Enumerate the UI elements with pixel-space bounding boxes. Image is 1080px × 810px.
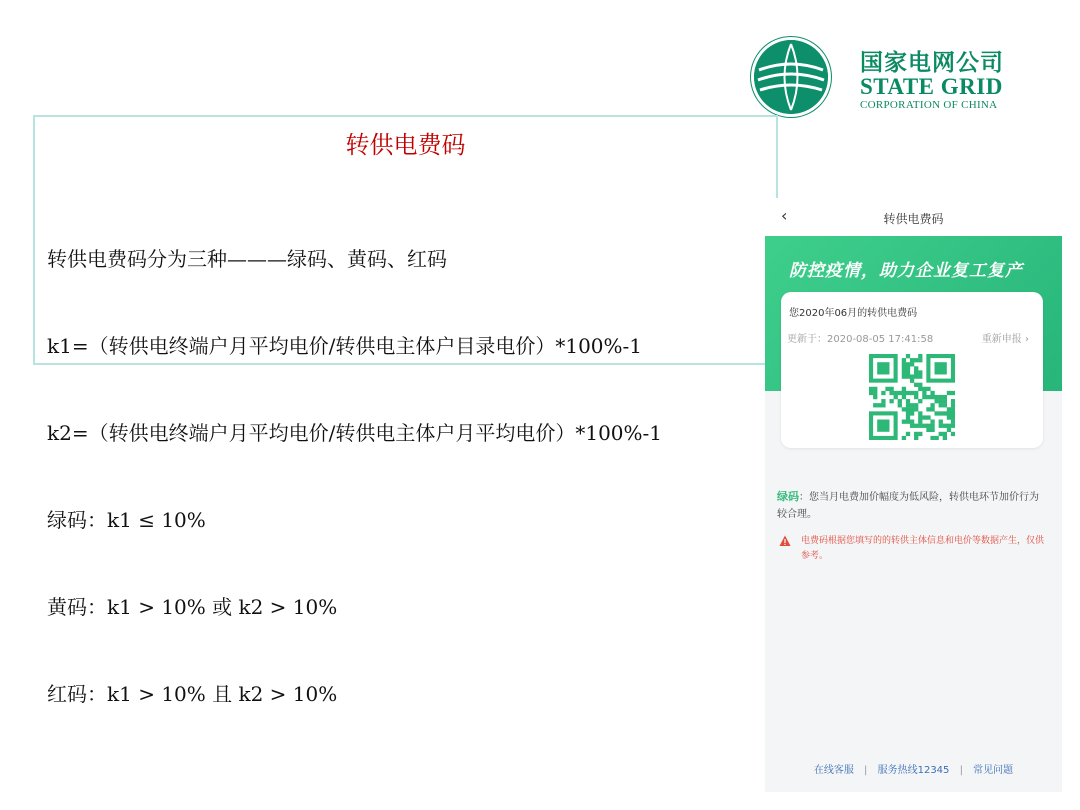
state-grid-logo — [750, 36, 1040, 120]
resubmit-label: 重新申报 — [981, 334, 1022, 345]
hotline-link[interactable]: 服务热线12345 — [877, 765, 950, 776]
fee-code-card — [781, 292, 1043, 448]
green-code-label: 绿码 — [777, 490, 799, 503]
definition-line: 红码：k1 > 10% 且 k2 > 10% — [47, 682, 338, 706]
warning-icon — [779, 535, 791, 547]
logo-chinese-name: 国家电网公司 — [860, 50, 1004, 76]
warning-text: 电费码根据您填写的的转供主体信息和电价等数据产生，仅供参考。 — [801, 536, 1045, 561]
green-code-description — [777, 488, 1047, 523]
logo-subtitle: CORPORATION OF CHINA — [860, 99, 998, 111]
footer-divider: | — [864, 765, 868, 776]
definition-line: 绿码：k1 ≤ 10% — [47, 508, 206, 532]
footer-divider: | — [959, 765, 963, 776]
slide-title: 转供电费码 — [345, 131, 466, 159]
online-service-link[interactable]: 在线客服 — [813, 765, 854, 776]
definition-line: k1=（转供电终端户月平均电价/转供电主体户目录电价）*100%-1 — [47, 334, 642, 358]
definition-line: 黄码：k1 > 10% 或 k2 > 10% — [47, 595, 338, 619]
app-header — [765, 198, 1062, 237]
updated-time: 更新于：2020-08-05 17:41:58 — [787, 334, 934, 345]
definition-line: 转供电费码分为三种———绿码、黄码、红码 — [47, 247, 447, 271]
app-title: 转供电费码 — [883, 212, 944, 226]
phone-screenshot — [765, 198, 1062, 792]
footer-links — [765, 761, 1062, 776]
green-code-text: ：您当月电费加价幅度为低风险，转供电环节加价行为较合理。 — [777, 492, 1039, 520]
chevron-right-icon: › — [1025, 334, 1029, 345]
globe-emblem-icon — [754, 40, 828, 114]
card-title: 您2020年06月的转供电费码 — [789, 308, 918, 319]
banner-slogan: 防控疫情，助力企业复工复产 — [789, 261, 1023, 281]
resubmit-link[interactable] — [982, 330, 1029, 345]
faq-link[interactable]: 常见问题 — [973, 765, 1014, 776]
warning-notice — [779, 534, 1047, 564]
chevron-left-icon[interactable]: ‹ — [781, 206, 788, 225]
logo-english-name: STATE GRID — [860, 74, 1003, 99]
code-definition-box — [33, 115, 778, 706]
definition-lines — [47, 187, 662, 767]
definition-line: k2=（转供电终端户月平均电价/转供电主体户月平均电价）*100%-1 — [47, 421, 662, 445]
qr-code — [869, 354, 955, 440]
